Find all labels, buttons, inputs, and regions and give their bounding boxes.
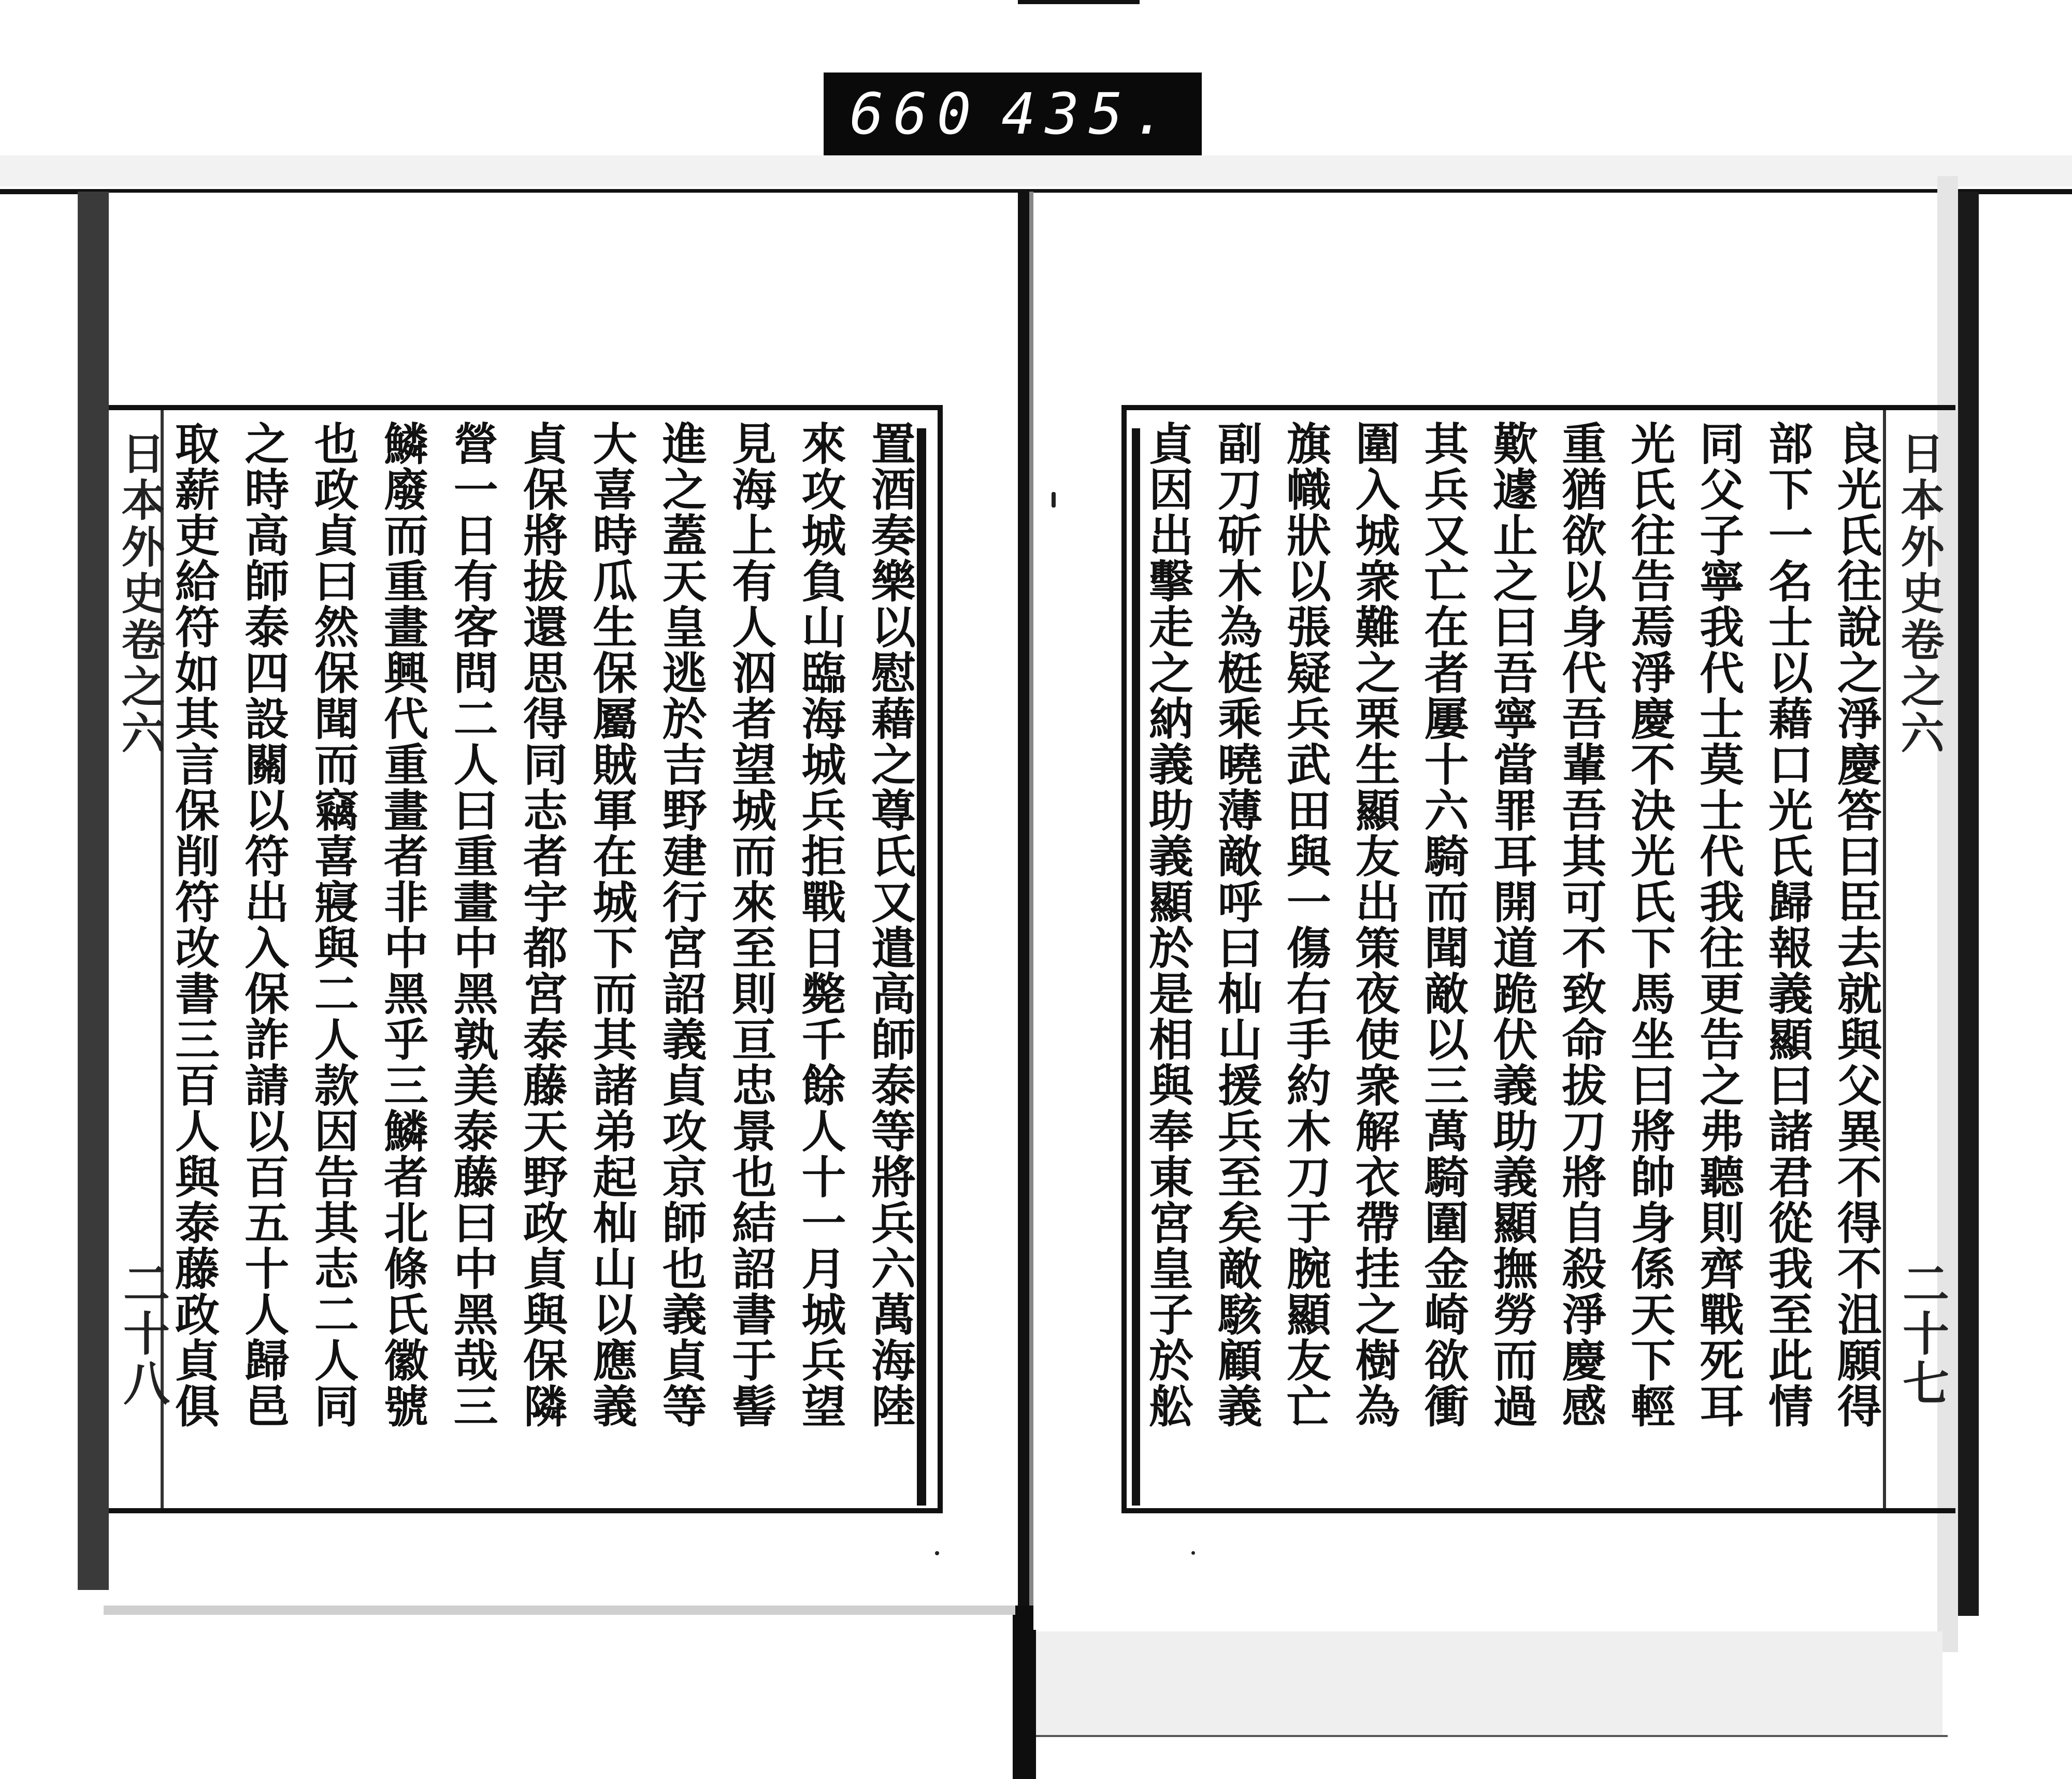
text-column: 光氏往告焉淨慶不決光氏下馬坐曰將帥身係天下輕 bbox=[1623, 421, 1676, 1429]
left-page bbox=[109, 193, 1018, 1604]
scan-label bbox=[824, 73, 1202, 155]
ink-speck bbox=[935, 1551, 939, 1555]
text-column: 營一日有客問二人曰重畫中黑孰美泰藤曰中黑哉三 bbox=[445, 421, 498, 1429]
text-column: 旗幟狀以張疑兵武田與一傷右手約木刀于腕顯友亡 bbox=[1278, 421, 1331, 1429]
bottom-page-edges-right bbox=[1036, 1631, 1942, 1735]
text-column: 良光氏往說之淨慶答曰臣去就與父異不得不沮願得 bbox=[1829, 421, 1882, 1429]
text-column: 鱗廢而重畫興代重畫者非中黑乎三鱗者北條氏徽號 bbox=[376, 421, 429, 1429]
ink-speck bbox=[1191, 1551, 1195, 1555]
left-page-top-rule bbox=[109, 405, 943, 410]
bottom-edge-line bbox=[1036, 1735, 1948, 1737]
right-page bbox=[1033, 193, 1949, 1630]
left-page-bottom-rule bbox=[109, 1508, 940, 1513]
left-page-folio: 二十八 bbox=[115, 1260, 170, 1409]
text-column: 貞因出擊走之納義助義顯於是相與奉東宮皇子於舩 bbox=[1141, 421, 1193, 1429]
right-edge-shadow bbox=[1958, 192, 1979, 1616]
right-page-bottom-rule bbox=[1121, 1508, 1955, 1513]
left-page-inner-rule bbox=[917, 428, 926, 1506]
right-page-margin-rule bbox=[1883, 410, 1886, 1508]
text-column: 其兵又亡在者屢十六騎而聞敵以三萬騎圍金崎欲衝 bbox=[1416, 421, 1469, 1429]
text-column: 進之蓋天皇逃於吉野建行宮詔義貞攻京師也義貞等 bbox=[654, 421, 707, 1429]
top-shadow bbox=[0, 155, 2072, 186]
bottom-page-edges-left bbox=[104, 1606, 1015, 1615]
text-column: 也政貞曰然保聞而竊喜寢與二人款因告其志二人同 bbox=[306, 421, 359, 1429]
scan-label-left-number: 660 bbox=[850, 81, 981, 147]
text-column: 來攻城負山臨海城兵拒戰日斃千餘人十一月城兵望 bbox=[794, 421, 846, 1429]
text-column: 見海上有人泅者望城而來至則亘忠景也結詔書于髻 bbox=[724, 421, 777, 1429]
text-column: 大喜時瓜生保屬賊軍在城下而其諸弟起杣山以應義 bbox=[585, 421, 638, 1429]
text-column: 歎遽止之曰吾寧當罪耳開道跪伏義助義顯撫勞而過 bbox=[1485, 421, 1538, 1429]
right-page-gutter-rule bbox=[1132, 428, 1140, 1506]
scan-label-right-number: 435. bbox=[1001, 81, 1176, 147]
text-column: 貞保將拔還思得同志者宇都宮泰藤天野政貞與保隣 bbox=[515, 421, 568, 1429]
gutter-spine bbox=[1018, 192, 1029, 1779]
right-page-top-rule bbox=[1121, 405, 1955, 410]
right-page-margin-title: 日本外史卷之六 bbox=[1894, 431, 1945, 757]
text-column: 取薪吏給符如其言保削符改書三百人與泰藤政貞俱 bbox=[167, 421, 220, 1429]
right-page-text bbox=[1141, 421, 1882, 1498]
right-page-folio: 二十七 bbox=[1894, 1260, 1949, 1409]
left-edge-shadow bbox=[78, 192, 109, 1590]
left-page-margin-title: 日本外史卷之六 bbox=[114, 431, 166, 757]
text-column: 之時高師泰四設關以符出入保詐請以百五十人歸邑 bbox=[237, 421, 290, 1429]
left-page-text bbox=[167, 421, 916, 1498]
left-page-outer-rule bbox=[938, 405, 943, 1513]
text-column: 部下一名士以藉口光氏歸報義顯曰諸君從我至此情 bbox=[1761, 421, 1814, 1429]
top-dark-strip bbox=[1018, 0, 1140, 4]
gutter-bottom bbox=[1013, 1606, 1036, 1779]
gutter-shade bbox=[1029, 192, 1033, 1779]
text-column: 圍入城衆難之栗生顯友出策夜使衆解衣帶挂之樹為 bbox=[1347, 421, 1400, 1429]
text-column: 副刀斫木為梃乘曉薄敵呼曰杣山援兵至矣敵駭顧義 bbox=[1210, 421, 1262, 1429]
text-column: 重猶欲以身代吾輩吾其可不致命拔刀將自殺淨慶感 bbox=[1554, 421, 1607, 1429]
text-column: 同父子寧我代士莫士代我往更告之弗聽則齊戰死耳 bbox=[1692, 421, 1745, 1429]
text-column: 置酒奏樂以慰藉之尊氏又遣高師泰等將兵六萬海陸 bbox=[863, 421, 916, 1429]
right-page-inner-rule bbox=[1121, 405, 1127, 1513]
ink-speck bbox=[1052, 492, 1056, 508]
